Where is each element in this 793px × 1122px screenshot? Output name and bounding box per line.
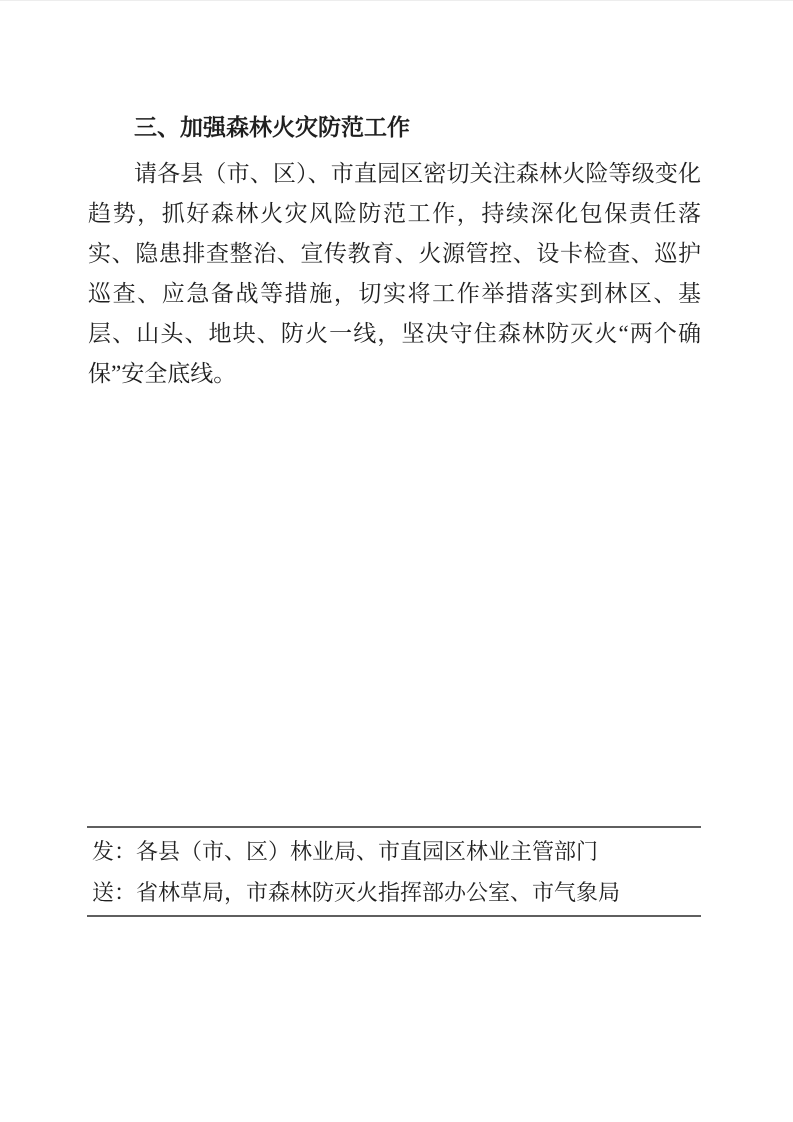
body-paragraph: 请各县（市、区）、市直园区密切关注森林火险等级变化趋势，抓好森林火灾风险防范工作，持续深化包保责任落实、隐患排查整治、宣传教育、火源管控、设卡检查、巡护巡查、应急备战等措施，切实将工作举措落实到林区、基层、山头、地块、防火一线，坚决守住森林防灭火“两个确保”安全底线。 [88, 161, 701, 386]
distribution-line-copied [87, 872, 701, 913]
distribution-issued-text: 各县（市、区）林业局、市直园区林业主管部门 [136, 839, 599, 864]
distribution-issued-label: 发： [92, 839, 137, 864]
distribution-copied-text: 省林草局，市森林防灭火指挥部办公室、市气象局 [136, 880, 621, 905]
document-body [88, 107, 701, 394]
distribution-copied-label: 送： [92, 880, 137, 905]
distribution-block [87, 826, 701, 917]
section-heading: 三、加强森林火灾防范工作 [134, 114, 410, 140]
distribution-line-issued [87, 831, 701, 872]
